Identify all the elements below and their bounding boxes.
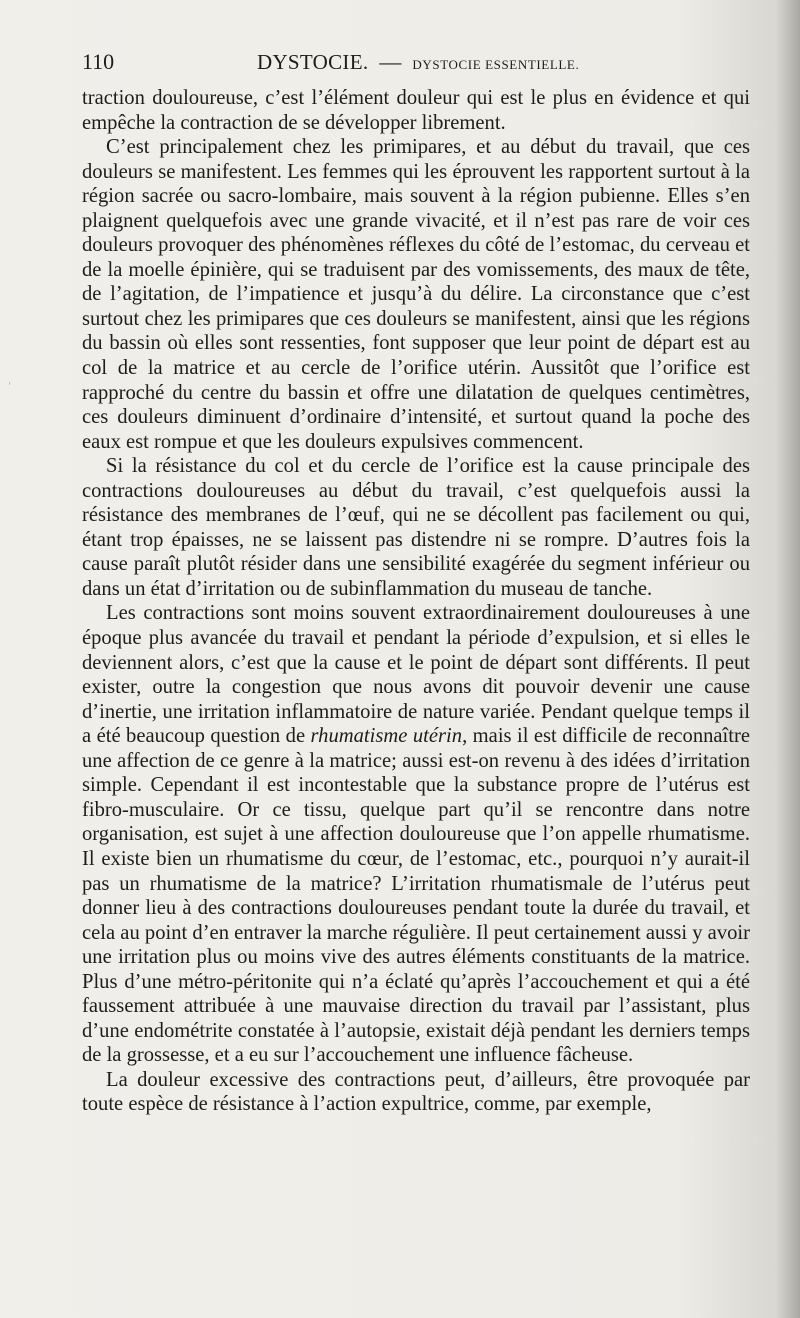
paragraph: La douleur excessive des contractions peut, d’ailleurs, être provoquée par toute espèce de résistance à l’action expultrice, comme, par exemple, xyxy=(82,1068,750,1116)
running-header xyxy=(82,49,752,75)
paragraph-text: Les contractions sont moins souvent extraordinairement douloureuses à une époque plus avancée du travail et pendant la période d’expulsion, et si elles le deviennent alors, c’est que la cause et le point de départ sont différents. Il peut exister, outre la congestion que nous avons dit pouvoir devenir une cause d’inertie, une irritation inflammatoire de nature variée. Pendant quelque temps il a été beaucoup question de xyxy=(82,602,750,748)
section-title: DYSTOCIE ESSENTIELLE. xyxy=(412,57,580,72)
paragraph: Si la résistance du col et du cercle de l’orifice est la cause principale des contractions douloureuses au début du travail, c’est quelquefois aussi la résistance des membranes de l’œuf, qui ne se décollent pas facilement ou qui, étant trop épaisses, ne se laissent pas distendre ni se rompre. D’autres fois la cause paraît plutôt résider dans une sensibilité exagérée du segment inférieur ou dans un état d’irritation ou de subinflammation du museau de tanche. xyxy=(82,455,750,600)
running-title xyxy=(257,49,579,78)
paragraph: traction douloureuse, c’est l’élément douleur qui est le plus en évidence et qui empêche la contraction de se développer librement. xyxy=(82,87,750,134)
paragraph xyxy=(82,601,750,1067)
paragraph: C’est principalement chez les primipares, et au début du travail, que ces douleurs se manifestent. Les femmes qui les éprouvent les rapportent surtout à la région sacrée ou sacro-lombaire, mais souvent à la région pubienne. Elles s’en plaignent quelquefois avec une grande vivacité, et il n’est pas rare de voir ces douleurs provoquer des phénomènes réflexes du côté de l’estomac, du cerveau et de la moelle épinière, qui se traduisent par des vomissements, des maux de tête, de l’agitation, de l’impatience et jusqu’à du délire. La circonstance que c’est surtout chez les primipares que ces douleurs se manifestent, ainsi que les régions du bassin où elles sont ressenties, font supposer que leur point de départ est au col de la matrice et au cercle de l’orifice utérin. Aussitôt que l’orifice est rapproché du centre du bassin et offre une dilatation de quelques centimètres, ces douleurs diminuent d’ordinaire d’intensité, et surtout quand la poche des eaux est rompue et que les douleurs expulsives commencent. xyxy=(82,136,750,453)
chapter-title: DYSTOCIE. xyxy=(257,50,369,74)
italic-term: rhumatisme utérin xyxy=(310,725,463,748)
margin-speck: ʾ xyxy=(8,382,12,393)
paragraph-text: , mais il est difficile de reconnaître une affection de ce genre à la matrice; aussi est-on revenu à des idées d’irritation simple. Cependant il est incontestable que la substance propre de l’utérus est fibro-musculaire. Or ce tissu, quelque part qu’il se rencontre dans notre organisation, est sujet à une affection douloureuse que l’on appelle rhumatisme. Il existe bien un rhumatisme du cœur, de l’estomac, etc., pourquoi n’y aurait-il pas un rhumatisme de la matrice? L’irritation rhumatismale de l’utérus peut donner lieu à des contractions douloureuses pendant toute la durée du travail, et cela au point d’en entraver la marche régulière. Il peut certainement aussi y avoir une irritation plus ou moins vive des autres éléments constituants de la matrice. Plus d’une métro-péritonite qui n’a éclaté qu’après l’accouchement et qui a été faussement attribuée à une mauvaise direction du travail par l’assistant, plus d’une endométrite constatée à l’autopsie, existait déjà pendant les derniers temps de la grossesse, et a eu sur l’accouchement une influence fâcheuse. xyxy=(82,725,750,1067)
page-number: 110 xyxy=(82,49,115,74)
title-separator: — xyxy=(379,49,402,74)
body-text xyxy=(82,86,750,1117)
